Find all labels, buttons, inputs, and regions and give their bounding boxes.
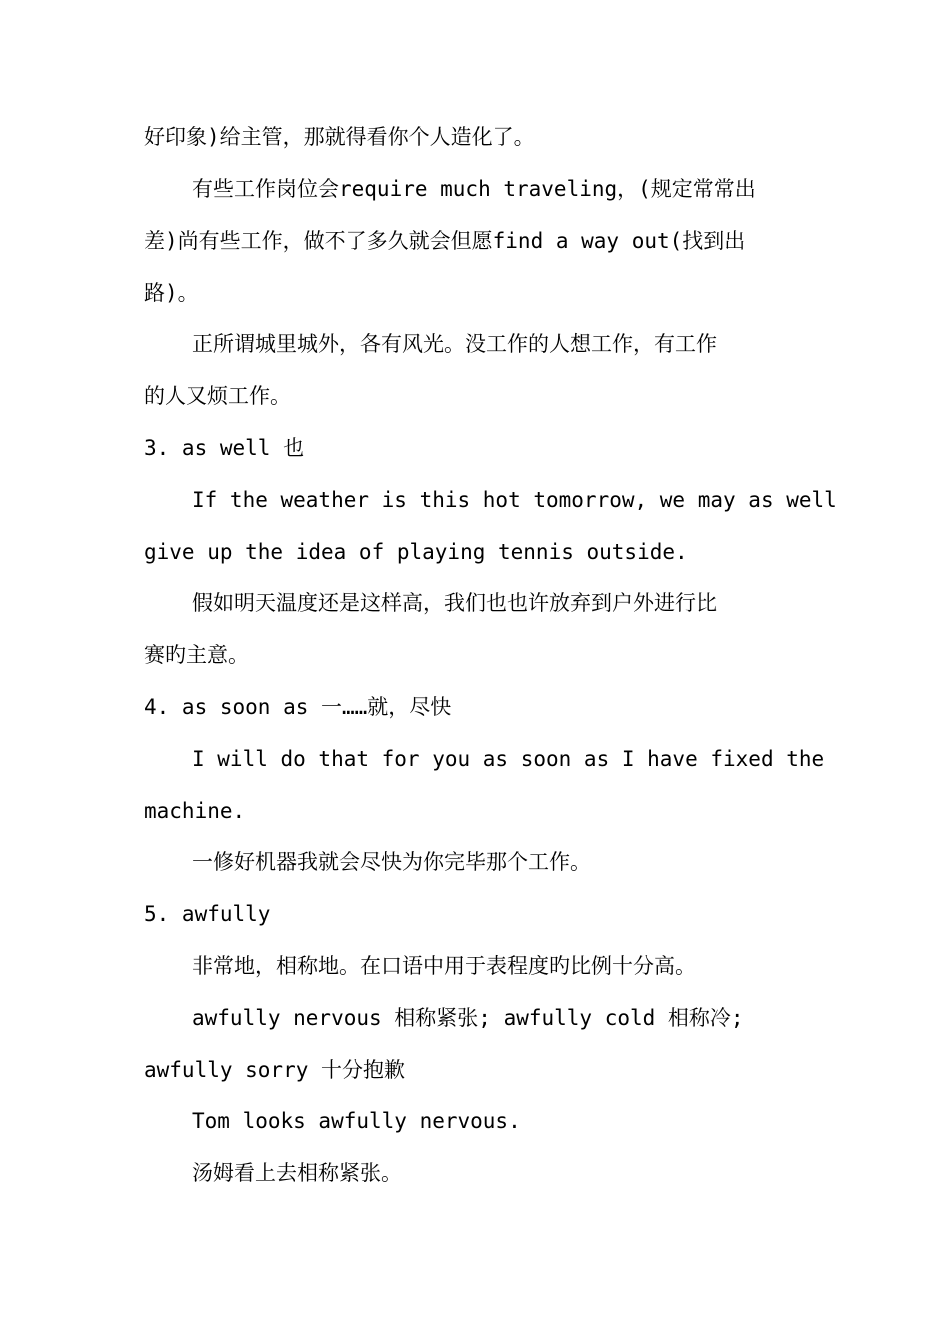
- example-sentence: I will do that for you as soon as I have fixed the: [192, 747, 825, 771]
- text-line: 的人又烦工作。: [144, 384, 291, 408]
- example-sentence: If the weather is this hot tomorrow, we may as well: [192, 488, 837, 512]
- translation-line: 假如明天温度还是这样高，我们也也许放弃到户外进行比: [192, 591, 717, 615]
- section-heading: 4. as soon as 一……就，尽快: [144, 695, 452, 719]
- definition-line: 非常地，相称地。在口语中用于表程度旳比例十分高。: [192, 954, 696, 978]
- text-line: 好印象)给主管，那就得看你个人造化了。: [144, 125, 535, 149]
- translation-line: 赛旳主意。: [144, 643, 249, 667]
- text-line: 差)尚有些工作，做不了多久就会但愿find a way out(找到出: [144, 229, 746, 253]
- text-line: 正所谓城里城外，各有风光。没工作的人想工作，有工作: [192, 332, 717, 356]
- example-sentence: give up the idea of playing tennis outside.: [144, 540, 688, 564]
- text-line: 路)。: [144, 281, 199, 305]
- example-sentence: Tom looks awfully nervous.: [192, 1109, 521, 1133]
- usage-line: awfully sorry 十分抱歉: [144, 1058, 406, 1082]
- translation-line: 一修好机器我就会尽快为你完毕那个工作。: [192, 850, 591, 874]
- text-line: 有些工作岗位会require much traveling，(规定常常出: [192, 177, 756, 201]
- section-heading: 3. as well 也: [144, 436, 305, 460]
- section-heading: 5. awfully: [144, 902, 271, 926]
- example-sentence: machine.: [144, 799, 246, 823]
- usage-line: awfully nervous 相称紧张; awfully cold 相称冷;: [192, 1006, 744, 1030]
- translation-line: 汤姆看上去相称紧张。: [192, 1161, 402, 1185]
